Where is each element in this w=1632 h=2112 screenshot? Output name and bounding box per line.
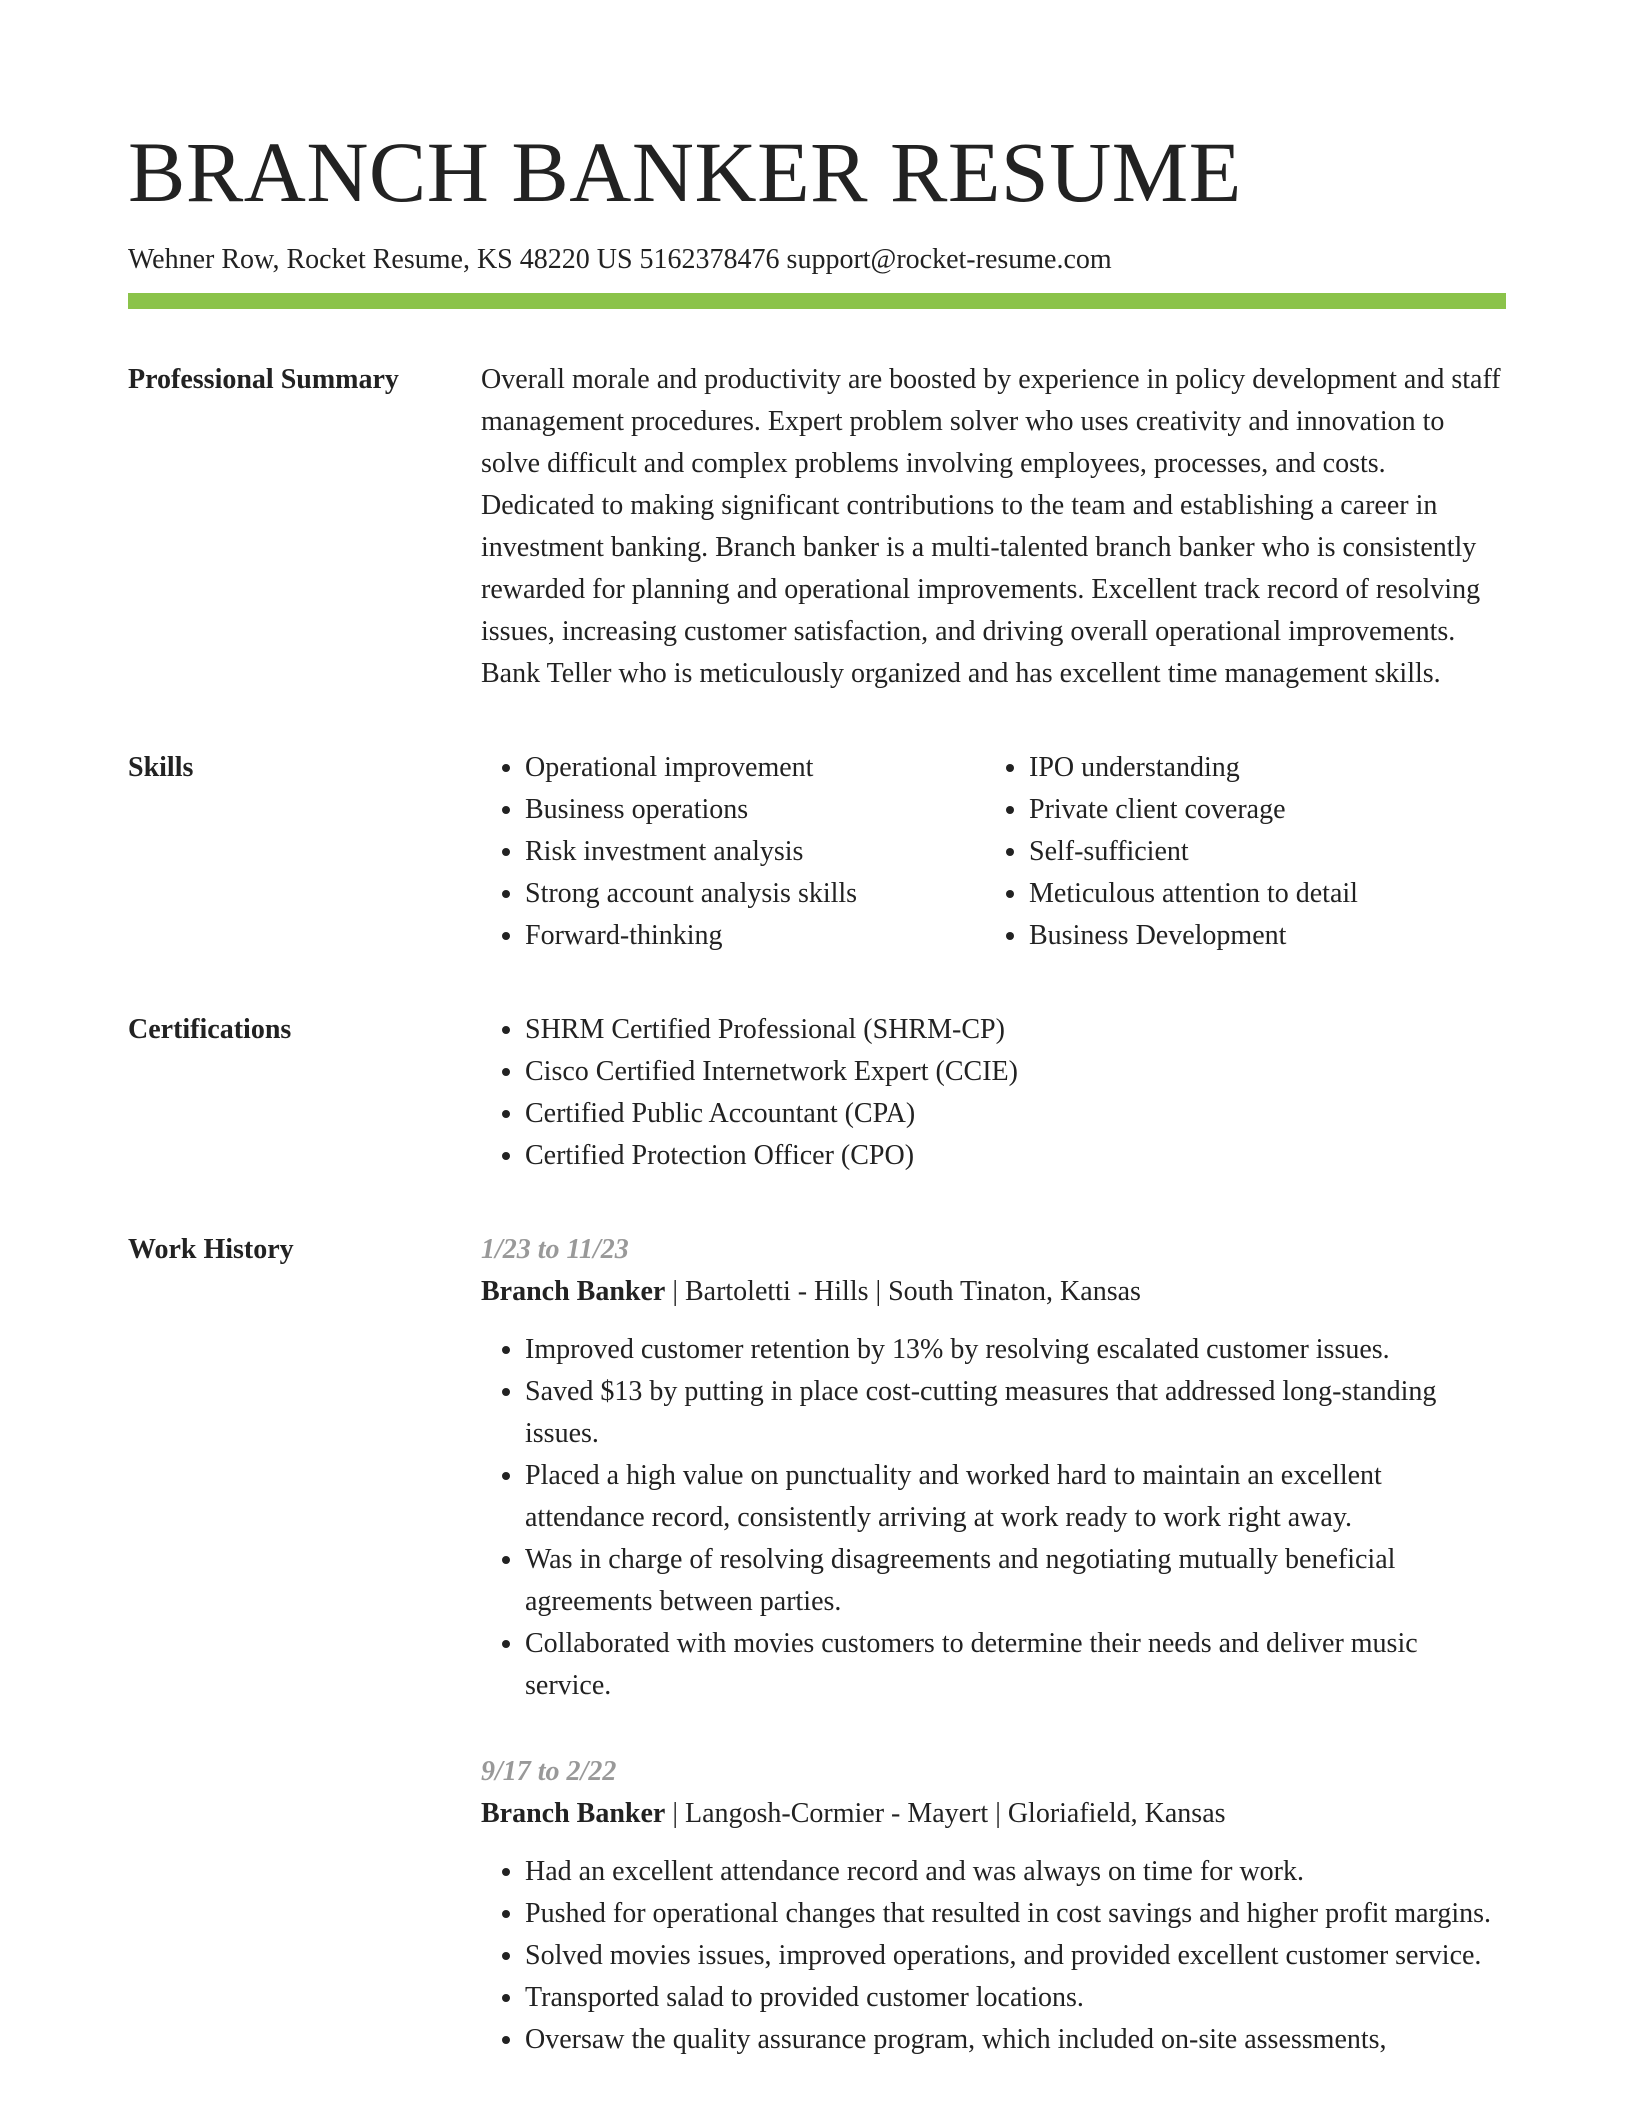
summary-text: Overall morale and productivity are boosted by experience in policy development and staff management procedures. Expert problem solver who uses creativity and innovation to solve difficult and complex problems involving employees, processes, and costs. Dedicated to making significant contributions to the team and establishing a career in investment banking. Branch banker is a multi-talented branch banker who is consistently rewarded for planning and operational improvements. Excellent track record of resolving issues, increasing customer satisfaction, and driving overall operational improvements. Bank Teller who is meticulously organized and has excellent time management skills. xyxy=(481,364,1501,689)
certification-item: • Cisco Certified Internetwork Expert (CCIE) xyxy=(525,1051,1506,1093)
job-bullet: • Solved movies issues, improved operations, and provided excellent customer service. xyxy=(525,1935,1506,1977)
job-header xyxy=(481,1271,1506,1313)
job-role: Branch Banker xyxy=(481,1798,666,1829)
certifications-body xyxy=(481,1009,1506,1177)
job-bullet: • Saved $13 by putting in place cost-cutting measures that addressed long-standing issues. xyxy=(525,1371,1506,1455)
skill-item: • Business Development xyxy=(1029,915,1489,957)
job-details: | Bartoletti - Hills | South Tinaton, Kansas xyxy=(665,1276,1141,1307)
skill-item: • Business operations xyxy=(525,789,985,831)
job-entry xyxy=(481,1751,1506,2061)
job-dates: 1/23 to 11/23 xyxy=(481,1234,629,1265)
job-bullets xyxy=(481,1851,1506,2061)
job-bullet: • Improved customer retention by 13% by resolving escalated customer issues. xyxy=(525,1329,1506,1371)
job-bullet: • Collaborated with movies customers to determine their needs and deliver music service. xyxy=(525,1623,1506,1707)
resume-title: BRANCH BANKER RESUME xyxy=(128,124,1242,220)
skill-item: • Meticulous attention to detail xyxy=(1029,873,1489,915)
summary-body xyxy=(481,359,1506,695)
skills-list-left xyxy=(481,747,985,957)
job-dates: 9/17 to 2/22 xyxy=(481,1756,617,1787)
certification-item: • Certified Public Accountant (CPA) xyxy=(525,1093,1506,1135)
job-role: Branch Banker xyxy=(481,1276,666,1307)
job-bullet: • Was in charge of resolving disagreements and negotiating mutually beneficial agreements between parties. xyxy=(525,1539,1506,1623)
certification-item: • SHRM Certified Professional (SHRM-CP) xyxy=(525,1009,1506,1051)
job-bullet: • Had an excellent attendance record and was always on time for work. xyxy=(525,1851,1506,1893)
skills-section xyxy=(128,747,1506,957)
skills-list-right xyxy=(985,747,1489,957)
skill-item: • Private client coverage xyxy=(1029,789,1489,831)
work-history-body xyxy=(481,1229,1506,2105)
job-bullet: • Placed a high value on punctuality and worked hard to maintain an excellent attendance record, consistently arriving at work ready to work right away. xyxy=(525,1455,1506,1539)
resume-page xyxy=(128,0,1506,2105)
skill-item: • Operational improvement xyxy=(525,747,985,789)
job-bullet: • Pushed for operational changes that resulted in cost savings and higher profit margins. xyxy=(525,1893,1506,1935)
job-bullet: • Oversaw the quality assurance program, which included on-site assessments, xyxy=(525,2019,1506,2061)
contact-line: Wehner Row, Rocket Resume, KS 48220 US 5162378476 support@rocket-resume.com xyxy=(128,244,1112,275)
work-history-section xyxy=(128,1229,1506,2105)
certifications-list xyxy=(481,1009,1506,1177)
skill-item: • Strong account analysis skills xyxy=(525,873,985,915)
certifications-section xyxy=(128,1009,1506,1177)
summary-section xyxy=(128,359,1506,695)
section-title-certifications: Certifications xyxy=(128,1014,292,1045)
accent-divider xyxy=(128,293,1506,309)
skill-item: • Forward-thinking xyxy=(525,915,985,957)
job-entry xyxy=(481,1229,1506,1707)
job-bullets xyxy=(481,1329,1506,1707)
skill-item: • IPO understanding xyxy=(1029,747,1489,789)
skill-item: • Self-sufficient xyxy=(1029,831,1489,873)
skill-item: • Risk investment analysis xyxy=(525,831,985,873)
skills-grid xyxy=(481,747,1506,957)
job-header xyxy=(481,1793,1506,1835)
section-title-summary: Professional Summary xyxy=(128,364,399,395)
job-bullet: • Transported salad to provided customer locations. xyxy=(525,1977,1506,2019)
section-title-work-history: Work History xyxy=(128,1234,294,1265)
certification-item: • Certified Protection Officer (CPO) xyxy=(525,1135,1506,1177)
job-details: | Langosh-Cormier - Mayert | Gloriafield, Kansas xyxy=(665,1798,1226,1829)
section-title-skills: Skills xyxy=(128,752,194,783)
